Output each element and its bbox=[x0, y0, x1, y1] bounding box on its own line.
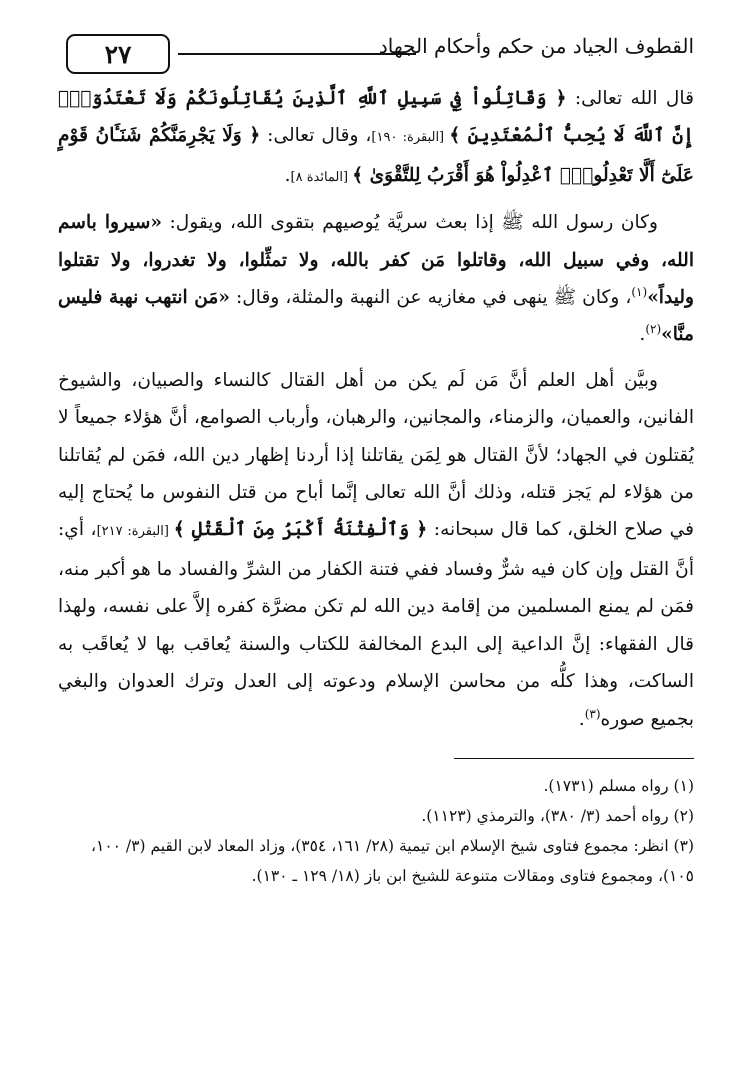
footnote-2: (٢) رواه أحمد (٣/ ٣٨٠)، والترمذي (١١٢٣). bbox=[421, 806, 694, 825]
p2-middle: ، وكان ﷺ ينهى في مغازيه عن النهبة والمثلة، وقال: bbox=[230, 287, 632, 309]
page-header bbox=[58, 26, 694, 76]
p1-intro: قال الله تعالى: bbox=[566, 88, 694, 109]
header-rule bbox=[178, 53, 416, 55]
p3-end: . bbox=[578, 708, 585, 730]
p3-text-1: وبيَّن أهل العلم أنَّ مَن لَم يكن من أهل القتال كالنساء والصبيان، والشيوخ الفانين، والعميان، والزمناء، والمجانين، والرهبان، وأرباب الصوامع، أنَّ هؤلاء جميعاً لا يُقتلون في الجهاد؛ لأنَّ القتال هو لِمَن يقاتلنا إذا أردنا إظهار دين الله، فمَن لم يُقاتلنا من هؤلاء لم يَجز قتله، وذلك أنَّ الله تعالى إنَّما أباح من قتل النفوس ما يُحتاج إليه في صلاح الخلق، كما قال سبحانه: bbox=[58, 369, 694, 541]
main-text bbox=[58, 80, 694, 738]
hadith-quote-1: «سيروا باسم الله، وفي سبيل الله، وقاتلوا مَن كفر بالله، ولا تمثِّلوا، ولا تغدروا، ولا تقتلوا وليداً» bbox=[58, 212, 694, 309]
p3-text-2: ، أي: أنَّ القتل وإن كان فيه شرٌّ وفساد ففي فتنة الكفار من الشرِّ والفساد ما هو أكبر منه، فمَن لم يمنع المسلمين من إقامة دين الله لم تكن مضرَّة كفره إلاَّ على نفسه، ولهذا قال الفقهاء: إنَّ الداعية إلى البدع المخالفة للكتاب والسنة يُعاقب بها لا يُعاقَب به الساكت، وهذا كلُّه من محاسن الإسلام ودعوته إلى العدل وترك العدوان والبغي بجميع صوره bbox=[58, 519, 694, 730]
footnote-marker-3[interactable]: (٣) bbox=[584, 706, 601, 721]
page-number: ٢٧ bbox=[104, 39, 132, 69]
verse-reference-3: [البقرة: ٢١٧] bbox=[96, 524, 174, 540]
page-number-box bbox=[66, 34, 170, 74]
verse-reference-2: [المائدة ٨] bbox=[290, 169, 353, 185]
running-title: القطوف الجياد من حكم وأحكام الجهاد bbox=[378, 34, 694, 58]
quran-verse-3: ﴿ وَٱلْفِتْنَةُ أَكْبَرُ مِنَ ٱلْقَتْلِ ﴾ bbox=[173, 519, 428, 541]
verse-reference-1: [البقرة: ١٩٠] bbox=[371, 130, 450, 146]
footnote-3: (٣) انظر: مجموع فتاوى شيخ الإسلام ابن تيمية (٢٨/ ١٦١، ٣٥٤)، وزاد المعاد لابن القيم (٣/ ١٠٠، ١٠٥)، ومجموع فتاوى ومقالات متنوعة للشيخ ابن باز (١٨/ ١٢٩ ـ ١٣٠). bbox=[90, 836, 694, 885]
footnote-separator bbox=[454, 758, 694, 759]
footnotes bbox=[58, 771, 694, 891]
quran-verse-1: ﴿ وَقَاتِلُواْ فِي سَبِيلِ ٱللَّهِ ٱلَّذِينَ يُقَاتِلُونَكُمْ وَلَا تَعْتَدُوٓاْۚ إِنَّ ٱللَّهَ لَا يُحِبُّ ٱلْمُعْتَدِينَ ﴾ bbox=[58, 88, 694, 147]
footnote-marker-1[interactable]: (١) bbox=[631, 284, 648, 299]
paragraph-3 bbox=[58, 362, 694, 738]
hadith-quote-2: «مَن انتهب نهبة فليس منَّا» bbox=[58, 287, 694, 346]
p1-end: . bbox=[284, 164, 291, 186]
footnote-marker-2[interactable]: (٢) bbox=[645, 322, 662, 337]
p1-mid: ، وقال تعالى: bbox=[260, 125, 372, 147]
quran-verse-2: ﴿ وَلَا يَجْرِمَنَّكُمْ شَنَـَٔانُ قَوْمٍ عَلَىٰٓ أَلَّا تَعْدِلُواْۚ ٱعْدِلُواْ هُوَ أَقْرَبُ لِلتَّقْوَىٰ ﴾ bbox=[58, 125, 694, 186]
p2-intro: وكان رسول الله ﷺ إذا بعث سريَّة يُوصيهم بتقوى الله، ويقول: bbox=[162, 212, 658, 234]
footnote-1: (١) رواه مسلم (١٧٣١). bbox=[543, 776, 694, 795]
book-page bbox=[58, 26, 694, 891]
paragraph-1 bbox=[58, 80, 694, 196]
p2-end: . bbox=[639, 324, 646, 346]
paragraph-2 bbox=[58, 204, 694, 354]
